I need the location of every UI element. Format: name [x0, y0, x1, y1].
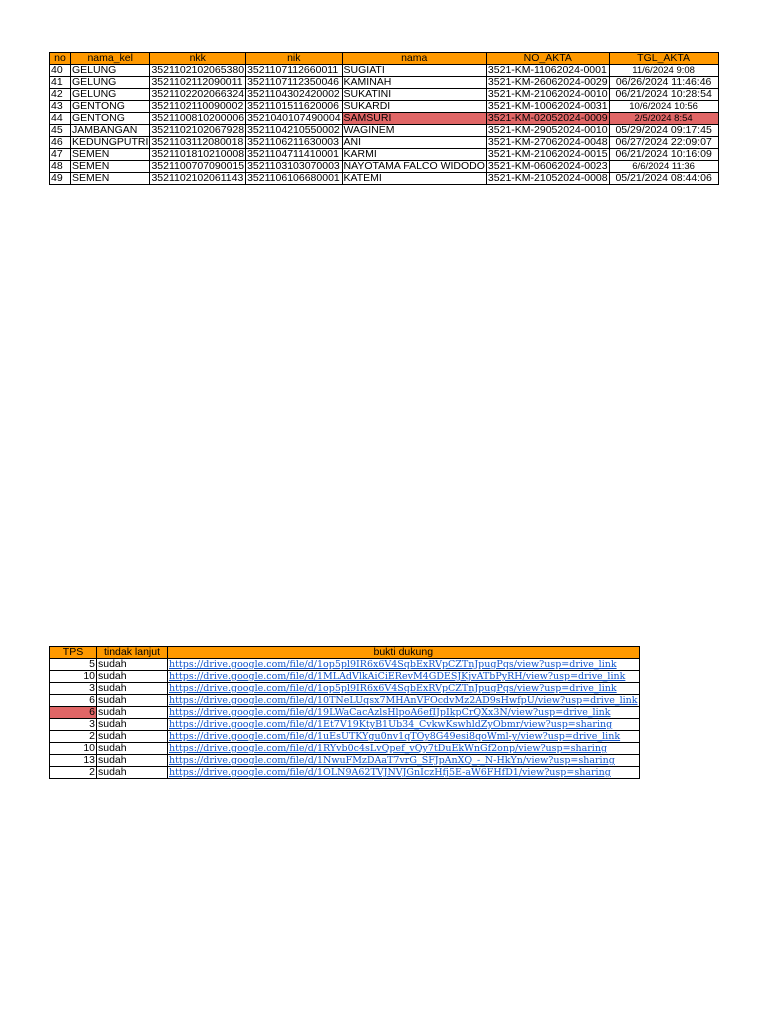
cell-nik[interactable]: 3521107112660011	[246, 65, 342, 77]
cell-tgl-akta[interactable]: 05/29/2024 09:17:45	[609, 125, 718, 137]
cell-nama-kel[interactable]: GELUNG	[71, 89, 150, 101]
cell-no[interactable]: 49	[50, 173, 71, 185]
cell-no[interactable]: 45	[50, 125, 71, 137]
cell-tindak-lanjut[interactable]: sudah	[97, 743, 168, 755]
cell-no-akta[interactable]: 3521-KM-02052024-0009	[487, 112, 608, 124]
cell-tindak-lanjut[interactable]: sudah	[97, 731, 168, 743]
cell-nama-kel[interactable]: KEDUNGPUTRI	[72, 136, 149, 148]
cell-tps[interactable]: 13	[50, 755, 97, 767]
cell-nkk[interactable]: 3521102110090002	[150, 101, 246, 113]
cell-tindak-lanjut[interactable]: sudah	[97, 707, 168, 719]
cell-nkk[interactable]: 3521101810210008	[151, 148, 245, 160]
bukti-link[interactable]: https://drive.google.com/file/d/1op5pl9IR6x6V4SqbExRVpCZTnJpugPqs/view?usp=drive_link	[169, 659, 617, 670]
cell-tgl-akta[interactable]: 2/5/2024 8:54	[609, 113, 718, 125]
bukti-link[interactable]: https://drive.google.com/file/d/1NwuFMzDAaT7vrG_SFJpAnXQ_-_N-HkYn/view?usp=sharing	[169, 755, 615, 766]
table-row	[50, 89, 719, 101]
cell-tps[interactable]: 6	[50, 707, 97, 719]
table-row	[50, 149, 719, 161]
header-tps[interactable]: TPS	[50, 647, 97, 659]
table-row	[50, 125, 719, 137]
cell-no[interactable]: 48	[50, 161, 71, 173]
cell-tps[interactable]: 10	[50, 671, 97, 683]
cell-nama-kel[interactable]: SEMEN	[71, 149, 150, 161]
cell-no[interactable]: 46	[50, 137, 71, 149]
table-row	[50, 743, 640, 755]
cell-tgl-akta[interactable]: 06/27/2024 22:09:07	[609, 137, 718, 149]
cell-nama[interactable]: ANI	[342, 137, 486, 149]
cell-no[interactable]: 44	[50, 113, 71, 125]
table-row	[50, 671, 640, 683]
cell-tindak-lanjut[interactable]: sudah	[97, 695, 168, 707]
header-bukti-dukung[interactable]: bukti dukung	[168, 647, 640, 659]
cell-tps[interactable]: 2	[50, 731, 97, 743]
cell-no-akta[interactable]: 3521-KM-10062024-0031	[487, 100, 608, 112]
cell-nik[interactable]: 3521107112350046	[246, 77, 342, 89]
cell-nik[interactable]: 3521106211630003	[246, 137, 342, 149]
cell-nama-kel[interactable]: JAMBANGAN	[71, 125, 150, 137]
table-row	[50, 719, 640, 731]
cell-tgl-akta[interactable]: 6/6/2024 11:36	[609, 161, 718, 173]
cell-tps[interactable]: 3	[50, 683, 97, 695]
cell-nkk[interactable]: 3521102102065380	[151, 64, 245, 76]
cell-nama[interactable]: KATEMI	[342, 173, 486, 185]
cell-no[interactable]: 43	[50, 101, 71, 113]
cell-no[interactable]: 47	[50, 149, 71, 161]
bukti-link[interactable]: https://drive.google.com/file/d/1RYvb0c4sLvQpef_vQy7tDuEkWnGf2onp/view?usp=sharing	[169, 743, 608, 754]
cell-nama[interactable]: KARMI	[342, 149, 486, 161]
bukti-link[interactable]: https://drive.google.com/file/d/1Et7V19KtyB1Ub34_CvkwKswhldZyObmr/view?usp=sharing	[169, 719, 613, 730]
cell-bukti-dukung[interactable]	[168, 719, 640, 731]
table-row	[50, 161, 719, 173]
cell-bukti-dukung[interactable]	[168, 683, 640, 695]
cell-bukti-dukung[interactable]	[168, 695, 640, 707]
cell-tindak-lanjut[interactable]: sudah	[97, 659, 168, 671]
header-no[interactable]: no	[50, 53, 71, 65]
cell-nik[interactable]: 3521104711410001	[246, 149, 342, 161]
cell-nik[interactable]: 3521103103070003	[246, 161, 342, 173]
akta-table	[49, 52, 719, 185]
cell-no-akta[interactable]: 3521-KM-29052024-0010	[487, 124, 608, 136]
akta-table-header-row	[50, 53, 719, 65]
cell-nama-kel[interactable]: GELUNG	[71, 77, 150, 89]
cell-bukti-dukung[interactable]	[168, 671, 640, 683]
tindak-lanjut-header-row	[50, 647, 640, 659]
header-nik[interactable]: nik	[246, 53, 342, 65]
cell-nkk[interactable]: 3521103112080018	[150, 137, 246, 149]
cell-no[interactable]: 40	[50, 65, 71, 77]
cell-no[interactable]: 42	[50, 89, 71, 101]
cell-no-akta[interactable]: 3521-KM-21052024-0008	[487, 172, 608, 184]
cell-nama[interactable]: SUKATINI	[342, 89, 486, 101]
header-tgl-akta[interactable]: TGL_AKTA	[609, 53, 718, 65]
cell-tps[interactable]: 3	[50, 719, 97, 731]
bukti-link[interactable]: https://drive.google.com/file/d/10TNeLUqsx7MHAnVFOcdvMz2AD9sHwfpU/view?usp=drive_link	[169, 695, 638, 706]
table-row	[50, 173, 719, 185]
cell-no-akta[interactable]: 3521-KM-21062024-0015	[487, 148, 608, 160]
cell-no[interactable]: 41	[50, 77, 71, 89]
header-nama-kel[interactable]: nama_kel	[71, 53, 150, 65]
cell-nama[interactable]: SUGIATI	[342, 65, 486, 77]
cell-no-akta[interactable]: 3521-KM-11062024-0001	[486, 65, 609, 77]
cell-bukti-dukung[interactable]	[168, 659, 640, 671]
cell-nama[interactable]: SAMSURI	[342, 113, 486, 125]
cell-nik[interactable]: 3521101511620006	[246, 101, 342, 113]
cell-no-akta[interactable]: 3521-KM-06062024-0023	[487, 160, 608, 172]
cell-no-akta[interactable]: 3521-KM-26062024-0029	[487, 76, 608, 88]
table-row	[50, 767, 640, 779]
cell-tgl-akta[interactable]: 05/21/2024 08:44:06	[609, 173, 718, 185]
table-row	[50, 77, 719, 89]
cell-nik[interactable]: 3521104302420002	[246, 89, 342, 101]
bukti-link[interactable]: https://drive.google.com/file/d/1OLN9A62TVJNVJGnIczHfj5E-aW6FHfD1/view?usp=sharing	[169, 767, 611, 778]
cell-nkk[interactable]: 3521100810200006	[151, 112, 245, 124]
header-no-akta[interactable]: NO_AKTA	[486, 53, 609, 65]
cell-tps[interactable]: 2	[50, 767, 97, 779]
cell-nik[interactable]: 3521106106680001	[246, 173, 342, 185]
cell-nkk[interactable]: 3521102112090011	[150, 77, 246, 89]
table-row-highlighted	[50, 113, 719, 125]
cell-nama[interactable]: KAMINAH	[342, 77, 486, 89]
bukti-link[interactable]: https://drive.google.com/file/d/1MLAdVlkAiCiERevM4GDESJKjvATbPyRH/view?usp=drive_link	[169, 671, 626, 682]
table-row	[50, 683, 640, 695]
cell-tps[interactable]: 5	[50, 659, 97, 671]
cell-nama-kel[interactable]: GELUNG	[71, 65, 150, 77]
cell-nik[interactable]: 3521104210550002	[246, 125, 342, 137]
cell-tgl-akta[interactable]: 10/6/2024 10:56	[609, 101, 718, 113]
table-row	[50, 137, 719, 149]
table-row	[50, 755, 640, 767]
header-nama[interactable]: nama	[342, 53, 486, 65]
cell-no-akta[interactable]: 3521-KM-27062024-0048	[487, 136, 608, 148]
cell-nama-kel[interactable]: GENTONG	[71, 101, 150, 113]
table-row	[50, 659, 640, 671]
cell-nkk[interactable]: 3521102202066324	[151, 88, 245, 100]
cell-tindak-lanjut[interactable]: sudah	[97, 683, 168, 695]
table-row	[50, 731, 640, 743]
cell-nama[interactable]: NAYOTAMA FALCO WIDODO	[343, 160, 485, 172]
cell-nkk[interactable]: 3521100707090015	[151, 160, 245, 172]
cell-nkk[interactable]: 3521102102061143	[150, 173, 246, 185]
cell-bukti-dukung[interactable]	[168, 755, 640, 767]
cell-nama-kel[interactable]: SEMEN	[71, 173, 150, 185]
cell-tps[interactable]: 6	[50, 695, 97, 707]
table-row	[50, 65, 719, 77]
cell-tps[interactable]: 10	[50, 743, 97, 755]
cell-tgl-akta[interactable]: 11/6/2024 9:08	[609, 65, 718, 77]
header-tindak-lanjut[interactable]: tindak lanjut	[97, 647, 168, 659]
cell-tindak-lanjut[interactable]: sudah	[97, 671, 168, 683]
tindak-lanjut-table	[49, 646, 640, 779]
table-row	[50, 101, 719, 113]
cell-bukti-dukung[interactable]	[168, 767, 640, 779]
header-nkk[interactable]: nkk	[150, 53, 246, 65]
bukti-link[interactable]: https://drive.google.com/file/d/1uEsUTKYgu0nv1qTOy8G49esi8qoWml-y/view?usp=drive_link	[169, 731, 621, 742]
table-row-highlighted	[50, 707, 640, 719]
cell-tindak-lanjut[interactable]: sudah	[97, 719, 168, 731]
cell-bukti-dukung[interactable]	[168, 707, 640, 719]
bukti-link[interactable]: https://drive.google.com/file/d/1op5pl9IR6x6V4SqbExRVpCZTnJpugPqs/view?usp=drive_link	[169, 683, 617, 694]
cell-nkk[interactable]: 3521102102067928	[151, 124, 245, 136]
cell-nama[interactable]: SUKARDI	[342, 101, 486, 113]
cell-tindak-lanjut[interactable]: sudah	[97, 755, 168, 767]
cell-tindak-lanjut[interactable]: sudah	[97, 767, 168, 779]
cell-nik[interactable]: 3521040107490004	[247, 112, 341, 124]
cell-nama-kel[interactable]: GENTONG	[71, 113, 150, 125]
cell-bukti-dukung[interactable]	[168, 743, 640, 755]
table-row	[50, 695, 640, 707]
cell-tgl-akta[interactable]: 06/26/2024 11:46:46	[609, 77, 718, 89]
cell-tgl-akta[interactable]: 06/21/2024 10:28:54	[609, 89, 718, 101]
cell-tgl-akta[interactable]: 06/21/2024 10:16:09	[609, 149, 718, 161]
bukti-link[interactable]: https://drive.google.com/file/d/19LWaCacAzlsHlpoA6efIJpIkpCrQXx3N/view?usp=drive_link	[169, 707, 611, 718]
cell-nama-kel[interactable]: SEMEN	[71, 161, 150, 173]
cell-no-akta[interactable]: 3521-KM-21062024-0010	[487, 88, 608, 100]
cell-nama[interactable]: WAGINEM	[342, 125, 486, 137]
cell-bukti-dukung[interactable]	[168, 731, 640, 743]
